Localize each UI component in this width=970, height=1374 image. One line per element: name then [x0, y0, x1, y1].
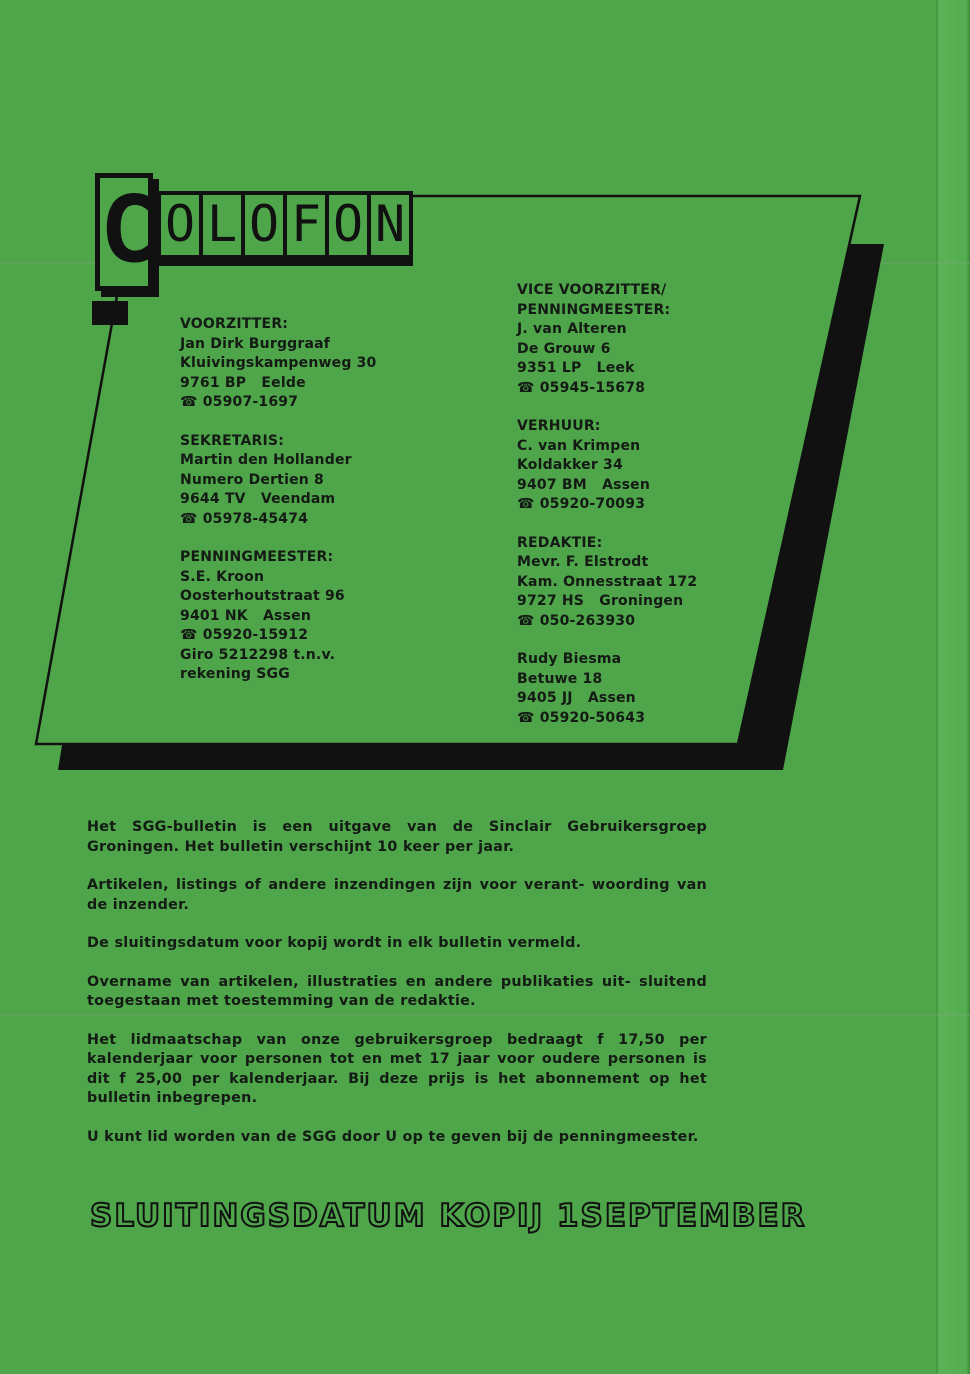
phone-line: ☎ 05920-70093 — [517, 496, 646, 512]
title-shadow — [92, 301, 128, 325]
colofon-right-column — [517, 281, 737, 747]
title-initial: C — [95, 173, 153, 291]
block-voorzitter — [180, 315, 420, 413]
block-penningmeester — [180, 548, 420, 685]
address-line: Kluivingskampenweg 30 — [180, 355, 377, 371]
address-line: C. van Krimpen — [517, 437, 641, 454]
title-letter: O — [157, 191, 203, 259]
block-verhuur — [517, 417, 737, 515]
phone-line: ☎ 05978-45474 — [180, 510, 309, 527]
title-letter: N — [367, 191, 413, 259]
address-line: J. van Alteren — [517, 321, 627, 337]
address-line: S.E. Kroon — [180, 568, 265, 585]
paragraph: De sluitingsdatum voor kopij wordt in elk bulletin vermeld. — [87, 935, 582, 951]
address-line: Kam. Onnesstraat 172 — [517, 573, 698, 590]
block-heading: REDAKTIE: — [517, 534, 603, 551]
title-letter: O — [325, 191, 371, 259]
address-line: Oosterhoutstraat 96 — [180, 588, 345, 604]
block-heading: VOORZITTER: — [180, 316, 289, 332]
address-line: 9761 BP Eelde — [180, 374, 306, 391]
address-line: Betuwe 18 — [517, 670, 603, 687]
block-sekretaris — [180, 432, 420, 530]
block-heading: PENNINGMEESTER: — [180, 549, 334, 565]
block-redaktie-2 — [517, 650, 737, 728]
address-line: 9401 NK Assen — [180, 607, 311, 624]
giro-line: Giro 5212298 t.n.v. — [180, 646, 336, 663]
phone-line: ☎ 05945-15678 — [517, 379, 646, 396]
phone-line: ☎ 05920-15912 — [180, 627, 309, 643]
address-line: Mevr. F. Elstrodt — [517, 554, 649, 570]
block-heading: PENNINGMEESTER: — [517, 301, 671, 318]
address-line: 9727 HS Groningen — [517, 593, 684, 609]
paragraph: Artikelen, listings of andere inzendingen zijn voor verant- woording van de inzender. — [87, 877, 707, 913]
paragraph: Het lidmaatschap van onze gebruikersgroep bedraagt f 17,50 per kalenderjaar voor personen tot en met 17 jaar voor oudere personen is dit f 25,00 per kalenderjaar. Bij deze prijs is het abonnement op het bulletin inbegrepen. — [87, 1031, 707, 1106]
phone-line: ☎ 050-263930 — [517, 612, 636, 629]
block-heading: SEKRETARIS: — [180, 432, 285, 449]
paragraph: Het SGG-bulletin is een uitgave van de Sinclair Gebruikersgroep Groningen. Het bulletin verschijnt 10 keer per jaar. — [87, 819, 707, 855]
paragraph: Overname van artikelen, illustraties en andere publikaties uit- sluitend toegestaan met toestemming van de redaktie. — [87, 973, 707, 1009]
block-heading: VERHUUR: — [517, 418, 601, 434]
paragraph: U kunt lid worden van de SGG door U op te geven bij de penningmeester. — [87, 1128, 699, 1145]
phone-line: ☎ 05907-1697 — [180, 394, 299, 410]
address-line: 9407 BM Assen — [517, 476, 651, 493]
phone-line: ☎ 05920-50643 — [517, 709, 646, 726]
address-line: Jan Dirk Burggraaf — [180, 335, 331, 352]
deadline-banner: SLUITINGSDATUM KOPIJ 1SEPTEMBER — [90, 1198, 807, 1234]
title-letter: F — [283, 191, 329, 259]
address-line: 9351 LP Leek — [517, 360, 635, 376]
address-line: Numero Dertien 8 — [180, 471, 324, 488]
block-heading: VICE VOORZITTER/ — [517, 282, 667, 298]
colofon-left-column — [180, 315, 420, 704]
info-text — [87, 818, 707, 1166]
colofon-title — [87, 173, 412, 301]
block-vice-voorzitter — [517, 281, 737, 398]
title-letter: L — [199, 191, 245, 259]
address-line: Rudy Biesma — [517, 651, 622, 667]
address-line: 9405 JJ Assen — [517, 690, 636, 706]
address-line: Martin den Hollander — [180, 452, 352, 468]
address-line: De Grouw 6 — [517, 340, 611, 357]
address-line: 9644 TV Veendam — [180, 491, 336, 507]
address-line: Koldakker 34 — [517, 457, 623, 473]
giro-line: rekening SGG — [180, 666, 290, 682]
title-letter: O — [241, 191, 287, 259]
title-letters — [157, 191, 409, 259]
block-redaktie — [517, 534, 737, 632]
